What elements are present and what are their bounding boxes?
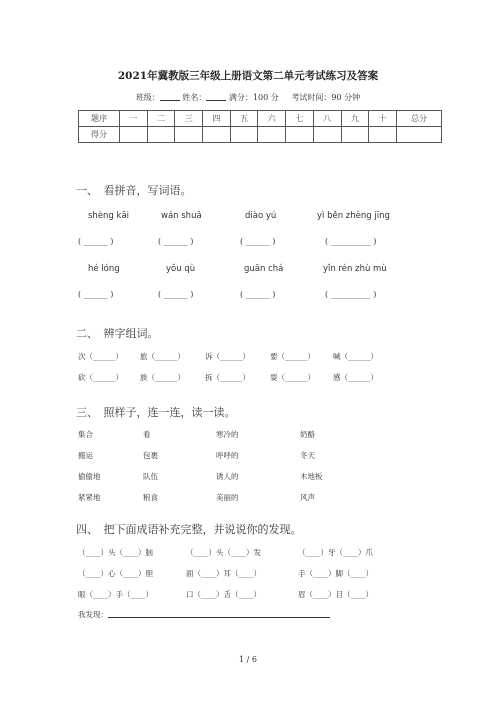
answer-blank[interactable]: ( __________ ) (325, 237, 377, 246)
page-title: 2021年冀教版三年级上册语文第二单元考试练习及答案 (117, 70, 379, 82)
score-header-cell: 二 (147, 111, 175, 127)
score-cell[interactable] (175, 127, 203, 143)
score-cell[interactable] (147, 127, 175, 143)
score-header-cell: 十 (369, 111, 397, 127)
answer-blank[interactable]: ( ______ ) (78, 290, 114, 299)
word-blank[interactable]: 感（______） (333, 373, 378, 382)
answer-blank[interactable]: ( ______ ) (158, 237, 194, 246)
match-word[interactable]: 风声 (300, 493, 315, 502)
match-word[interactable]: 奶酪 (300, 430, 315, 439)
answer-blank[interactable]: ( ______ ) (240, 290, 276, 299)
exam-info (0, 92, 496, 103)
word-blank[interactable]: 族（______） (140, 373, 185, 382)
word-blank[interactable]: 诉（______） (205, 352, 250, 361)
match-word[interactable]: 冬天 (300, 451, 315, 460)
idiom-blank[interactable]: （____）头（____）脑 (78, 548, 153, 557)
score-cell[interactable] (230, 127, 258, 143)
score-cell[interactable] (397, 127, 442, 143)
word-blank[interactable]: 要（______） (270, 352, 315, 361)
idiom-blank[interactable]: 面（____）耳（____） (186, 569, 261, 578)
idiom-blank[interactable]: （____）牙（____）爪 (298, 548, 373, 557)
match-word[interactable]: 美丽的 (216, 493, 239, 502)
match-word[interactable]: 队伍 (143, 472, 158, 481)
score-cell[interactable] (120, 127, 148, 143)
name-label: 姓名： (182, 93, 207, 102)
pinyin-item: yǐn rén zhù mù (323, 264, 387, 274)
match-word[interactable]: 寒冷的 (216, 430, 239, 439)
match-word[interactable]: 集合 (78, 430, 93, 439)
score-header-cell: 六 (258, 111, 286, 127)
discovery-label: 我发现： (78, 610, 108, 619)
score-header-cell: 一 (120, 111, 148, 127)
score-header-cell: 题序 (79, 111, 120, 127)
word-blank[interactable]: 次（______） (78, 352, 123, 361)
section2-heading: 二、 辨字组词。 (76, 327, 159, 340)
word-blank[interactable]: 耍（______） (270, 373, 315, 382)
pinyin-item: yǒu qù (166, 264, 196, 274)
answer-blank[interactable]: ( ______ ) (158, 290, 194, 299)
idiom-blank[interactable]: 手（____）脚（____） (298, 569, 373, 578)
match-word[interactable]: 搬运 (78, 451, 93, 460)
match-word[interactable]: 偷偷地 (78, 472, 101, 481)
match-word[interactable]: 包裹 (143, 451, 158, 460)
score-header-cell: 八 (313, 111, 341, 127)
match-word[interactable]: 呼呼的 (216, 451, 239, 460)
score-table-score-row (79, 127, 442, 143)
pinyin-item: guān chá (244, 264, 284, 274)
score-cell[interactable] (286, 127, 314, 143)
section3-heading: 三、 照样子，连一连，读一读。 (76, 406, 236, 419)
discovery-answer-line[interactable] (108, 610, 330, 618)
discovery-row (78, 609, 330, 620)
score-table (78, 110, 442, 143)
score-header-cell: 四 (203, 111, 231, 127)
class-label: 班级： (135, 93, 160, 102)
section4-heading: 四、 把下面成语补充完整，并说说你的发现。 (76, 523, 302, 536)
word-blank[interactable]: 拆（______） (205, 373, 250, 382)
pinyin-item: diào yú (245, 211, 277, 221)
word-blank[interactable]: 喊（______） (333, 352, 378, 361)
idiom-blank[interactable]: （____）头（____）发 (186, 548, 261, 557)
word-blank[interactable]: 砍（______） (78, 373, 123, 382)
match-word[interactable]: 紧紧地 (78, 493, 101, 502)
score-header-cell: 九 (341, 111, 369, 127)
score-header-cell: 五 (230, 111, 258, 127)
match-word[interactable]: 诱人的 (216, 472, 239, 481)
score-header-cell: 总分 (397, 111, 442, 127)
match-word[interactable]: 粮食 (143, 493, 158, 502)
pinyin-item: shèng kāi (88, 211, 130, 221)
page-number: 1 / 6 (239, 655, 257, 664)
match-word[interactable]: 木地板 (300, 472, 323, 481)
score-header-cell: 七 (286, 111, 314, 127)
match-word[interactable]: 看 (143, 430, 151, 439)
idiom-blank[interactable]: 眉（____）目（____） (298, 590, 373, 599)
score-cell[interactable] (258, 127, 286, 143)
pinyin-item: wán shuǎ (161, 211, 202, 221)
answer-blank[interactable]: ( __________ ) (325, 290, 377, 299)
answer-blank[interactable]: ( ______ ) (240, 237, 276, 246)
score-cell[interactable] (313, 127, 341, 143)
score-row-label: 得分 (79, 127, 120, 143)
section1-heading: 一、 看拼音，写词语。 (76, 184, 192, 197)
score-header-cell: 三 (175, 111, 203, 127)
score-label: 满分：100 分 (228, 93, 279, 102)
class-blank[interactable] (160, 92, 180, 101)
score-table-header-row (79, 111, 442, 127)
time-label: 考试时间：90 分钟 (291, 93, 361, 102)
score-cell[interactable] (203, 127, 231, 143)
answer-blank[interactable]: ( ______ ) (78, 237, 114, 246)
score-cell[interactable] (369, 127, 397, 143)
name-blank[interactable] (206, 92, 226, 101)
word-blank[interactable]: 旅（______） (140, 352, 185, 361)
pinyin-item: hé lóng (88, 264, 120, 274)
idiom-blank[interactable]: 口（____）舌（____） (186, 590, 261, 599)
idiom-blank[interactable]: （____）心（____）胆 (78, 569, 153, 578)
pinyin-item: yì běn zhèng jīng (317, 211, 390, 221)
idiom-blank[interactable]: 眼（____）手（____） (78, 590, 153, 599)
score-cell[interactable] (341, 127, 369, 143)
